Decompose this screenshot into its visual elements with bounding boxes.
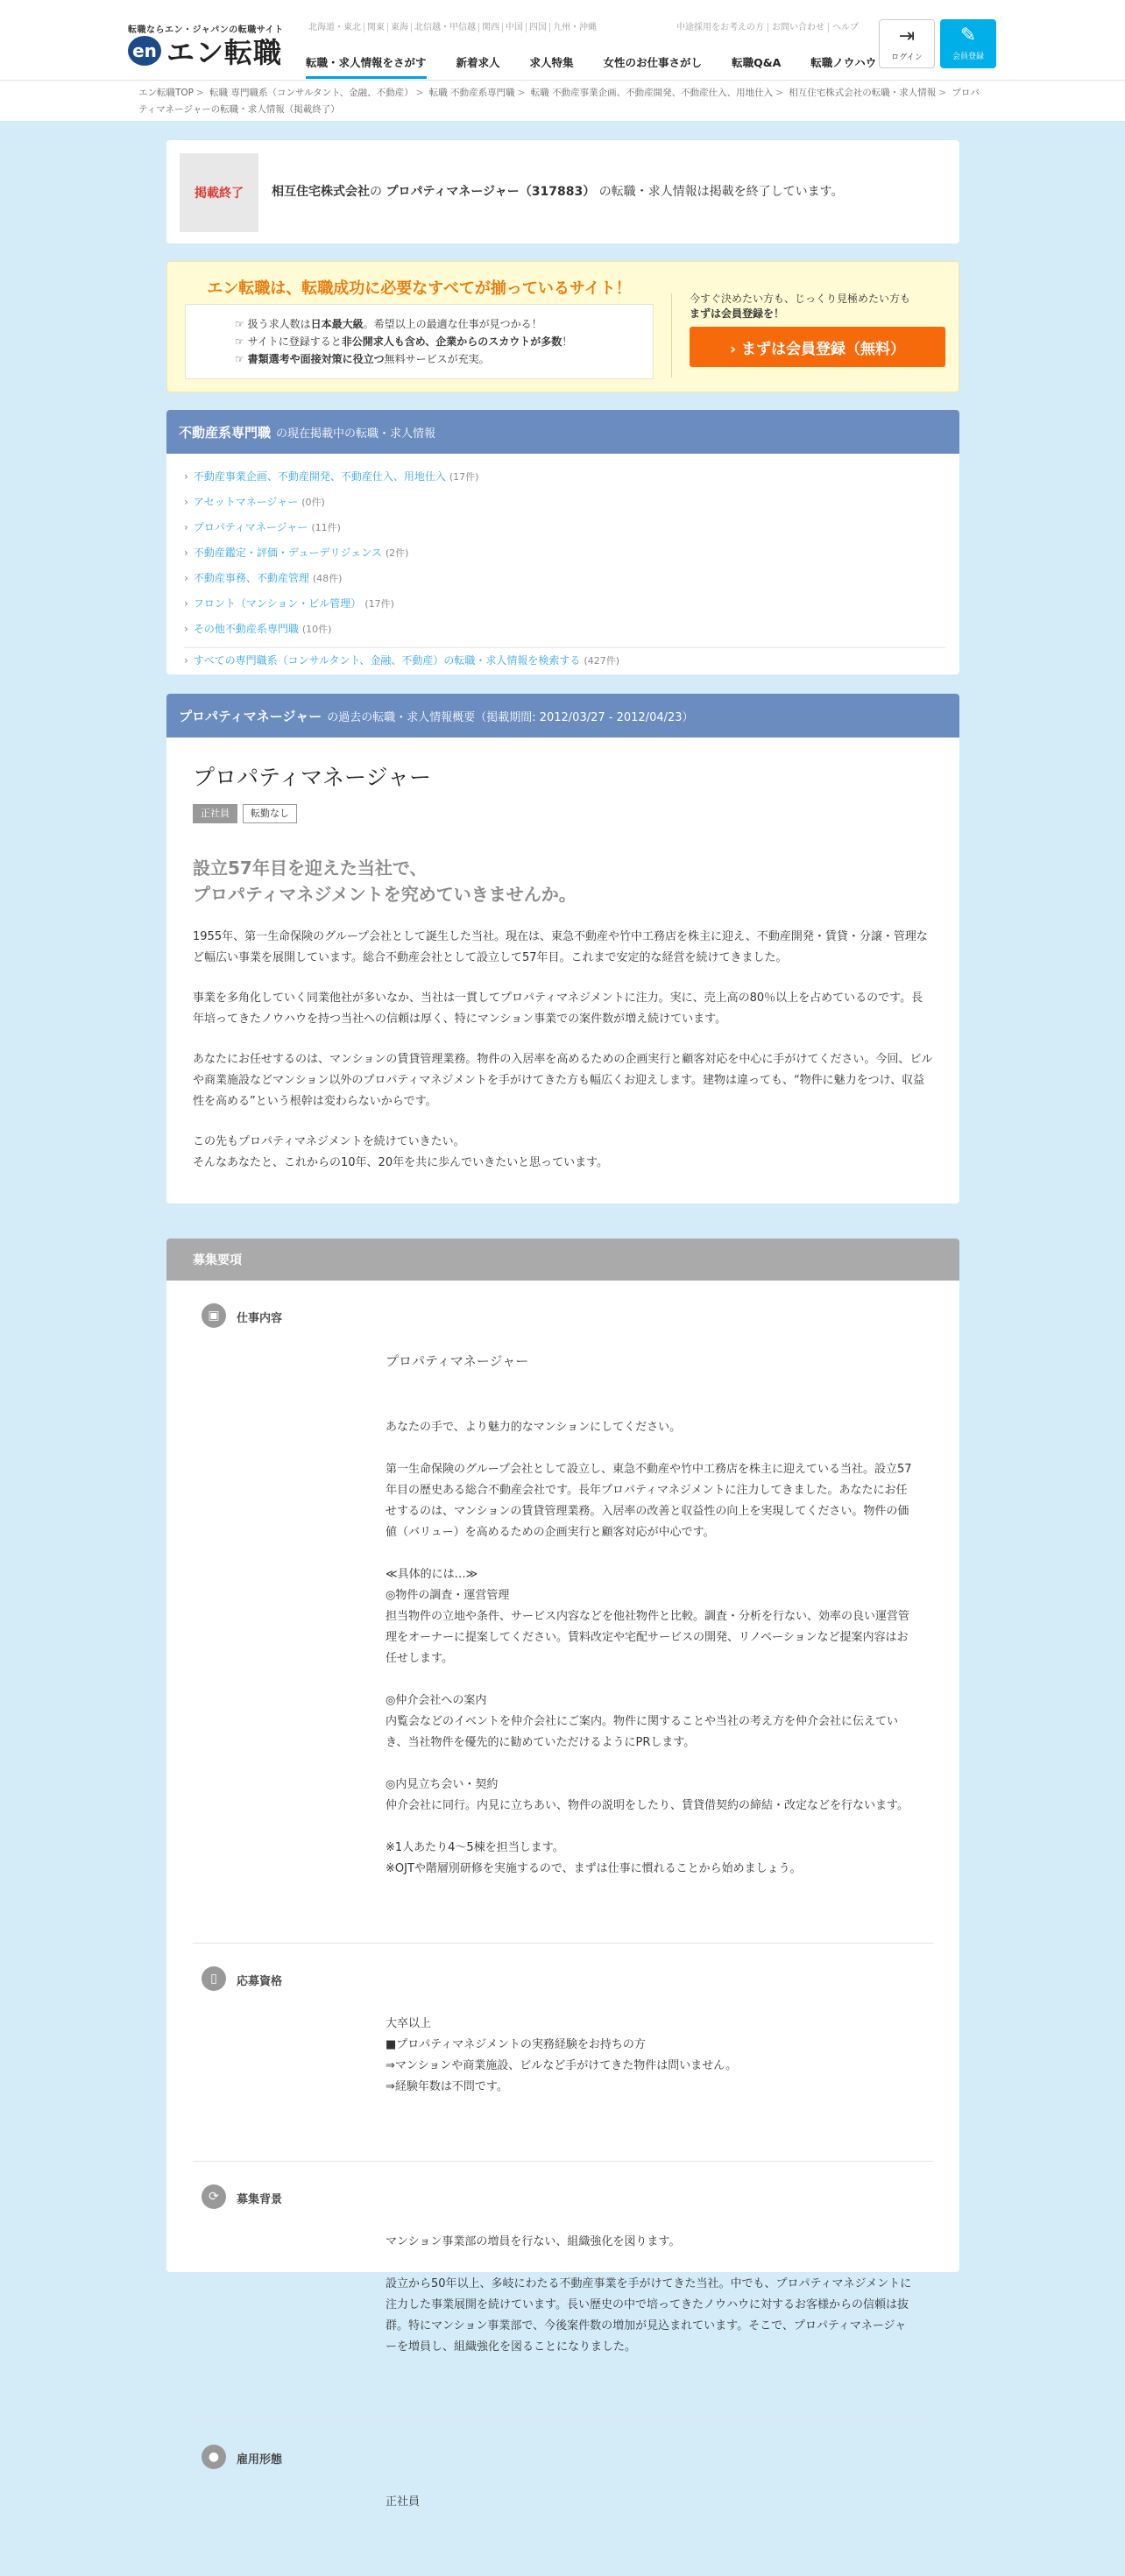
category-list bbox=[166, 454, 959, 674]
hand-point-icon: ☞ bbox=[235, 318, 244, 330]
category-panel-header: 不動産系専門職 の現在掲載中の転職・求人情報 bbox=[166, 410, 959, 454]
promo-side-text: 今すぐ決めたい方も、じっくり見極めたい方も まずは会員登録を！ bbox=[690, 293, 911, 320]
signup-promo bbox=[166, 261, 959, 392]
row-subtitle: プロパティマネージャー bbox=[386, 1353, 529, 1369]
row-label: 仕事内容 bbox=[237, 1312, 283, 1325]
row-text: 大卒以上 ■プロパティマネジメントの実務経験をお持ちの方 ⇒マンションや商業施設、ビルなど手がけてきた物件は問いません。 ⇒経験年数は不問です。 bbox=[386, 2017, 738, 2093]
promo-point: ☞ 書類選考や面接対策に役立つ無料サービスが充実。 bbox=[235, 353, 490, 365]
nav-knowhow[interactable]: 転職ノウハウ bbox=[810, 56, 877, 69]
region-link[interactable]: 中国 bbox=[503, 23, 527, 32]
region-link[interactable]: 東海 bbox=[388, 23, 412, 32]
employment-type-row bbox=[193, 2422, 933, 2576]
breadcrumb-link[interactable]: 相互住宅株式会社の転職・求人情報 bbox=[789, 88, 937, 98]
briefcase-icon: ▣ bbox=[202, 1303, 226, 1328]
row-label: 雇用形態 bbox=[237, 2453, 283, 2467]
site-logo[interactable] bbox=[128, 35, 282, 67]
hand-point-icon: ☞ bbox=[235, 353, 244, 365]
summary-header: プロパティマネージャー の過去の転職・求人情報概要（掲載期間: 2012/03/27 - 2012/04/23） bbox=[166, 694, 959, 738]
region-link[interactable]: 四国 bbox=[527, 23, 550, 32]
promo-points bbox=[185, 304, 654, 379]
row-text: マンション事業部の増員を行ない、組織強化を図ります。 設立から50年以上、多岐にわたる不動産事業を手がけてきた当社。中でも、プロパティマネジメントに注力した事業展開を続けています。長い歴史の中で培ってきたノウハウに対するお客様からの信頼は抜群。特にマンション事業部で、今後案件数の増加が見込まれています。そこで、プロパティマネージャーを増員し、組織強化を図ることになりました。 bbox=[386, 2235, 912, 2354]
refresh-icon: ⟳ bbox=[202, 2184, 226, 2209]
nav-features[interactable]: 求人特集 bbox=[529, 56, 574, 69]
logo-tagline: 転職ならエン・ジャパンの転職サイト bbox=[128, 25, 284, 35]
breadcrumb: エン転職TOP > 転職 専門職系（コンサルタント、金融、不動産） > 転職 不動産系専門職 > 転職 不動産事業企画、不動産開発、不動産仕入、用地仕入 > 相互住宅株式会社の転職・求人情報 > プロパティマネージャーの転職・求人情報（掲載終了） bbox=[138, 88, 980, 115]
background-row bbox=[193, 2162, 933, 2422]
nav-qa[interactable]: 転職Q&A bbox=[732, 56, 782, 69]
recruitment-panel bbox=[166, 1239, 959, 2509]
nav-new-jobs[interactable]: 新着求人 bbox=[456, 56, 500, 69]
ended-message: 相互住宅株式会社の プロパティマネージャー（317883） の転職・求人情報は掲載を終了しています。 bbox=[272, 185, 844, 199]
summary-paragraph: 1955年、第一生命保険のグループ会社として誕生した当社。現在は、東急不動産や竹中工務店を株主に迎え、不動産開発・賃貸・分譲・管理など幅広い事業を展開しています。総合不動産会社として設立して57年目。これまで安定的な経営を続けてきました。 bbox=[193, 930, 928, 964]
row-text: 正社員 bbox=[386, 2495, 421, 2509]
promo-title: エン転職は、転職成功に必要なすべてが揃っているサイト！ bbox=[207, 279, 632, 298]
employment-type-tag: 正社員 bbox=[193, 804, 237, 823]
region-link[interactable]: 北海道・東北 bbox=[306, 23, 364, 32]
category-link[interactable]: › 不動産事業企画、不動産開発、不動産仕入、用地仕入 (17件) bbox=[184, 470, 479, 483]
util-link-contact[interactable]: お問い合わせ bbox=[768, 23, 829, 32]
pencil-icon: ✎ bbox=[959, 25, 977, 46]
qualification-row bbox=[193, 1944, 933, 2162]
company-name: 相互住宅株式会社 bbox=[272, 185, 370, 199]
catchphrase: 設立57年目を迎えた当社で、 プロパティマネジメントを究めていきませんか。 bbox=[193, 857, 577, 905]
category-link[interactable]: › フロント（マンション・ビル管理） (17件) bbox=[184, 597, 394, 610]
breadcrumb-link[interactable]: 転職 不動産事業企画、不動産開発、不動産仕入、用地仕入 bbox=[530, 88, 774, 98]
register-button[interactable] bbox=[940, 19, 996, 68]
nav-search-jobs[interactable]: 転職・求人情報をさがす bbox=[306, 53, 427, 79]
logo-en-mark: en bbox=[128, 36, 161, 66]
region-link[interactable]: 北信越・甲信越 bbox=[412, 23, 479, 32]
category-link[interactable]: › プロパティマネージャー (11件) bbox=[184, 521, 341, 533]
breadcrumb-link[interactable]: 転職 不動産系専門職 bbox=[428, 88, 515, 98]
summary-paragraph: この先もプロパティマネジメントを続けていきたい。 そんなあなたと、これからの10年、20年を共に歩んでいきたいと思っています。 bbox=[193, 1135, 609, 1169]
region-link[interactable]: 関東 bbox=[364, 23, 388, 32]
category-link[interactable]: › アセットマネージャー (0件) bbox=[184, 496, 325, 508]
breadcrumb-bar bbox=[0, 81, 1125, 121]
recruitment-header: 募集要項 bbox=[166, 1239, 959, 1281]
job-tags bbox=[193, 804, 933, 823]
breadcrumb-link[interactable]: エン転職TOP bbox=[138, 88, 195, 98]
transfer-tag: 転勤なし bbox=[243, 804, 297, 823]
row-label: 募集背景 bbox=[237, 2193, 283, 2206]
utility-links bbox=[673, 23, 862, 32]
row-label: 応募資格 bbox=[237, 1975, 283, 1988]
category-link[interactable]: › 不動産鑑定・評価・デューデリジェンス (2件) bbox=[184, 547, 409, 559]
category-link[interactable]: › 不動産事務、不動産管理 (48件) bbox=[184, 572, 343, 584]
region-links bbox=[306, 23, 599, 32]
summary-paragraph: あなたにお任せするのは、マンションの賃貸管理業務。物件の入居率を高めるための企画実行と顧客対応を中心に手がけてください。今回、ビルや商業施設などマンション以外のプロパティマネジメントを手がけてきた方も幅広くお迎えします。建物は違っても、“物件に魅力をつけ、収益性を高める”という根幹は変わらないからです。 bbox=[193, 1053, 933, 1108]
hand-point-icon: ☞ bbox=[235, 335, 244, 348]
summary-paragraph: 事業を多角化していく同業他社が多いなか、当社は一貫してプロパティマネジメントに注力。実に、売上高の80％以上を占めているのです。長年培ってきたノウハウを持つ当社への信頼は厚く、特にマンション事業での案件数が増え続けています。 bbox=[193, 992, 923, 1026]
nav-women-jobs[interactable]: 女性のお仕事さがし bbox=[603, 56, 703, 69]
login-icon: ⇥ bbox=[898, 25, 916, 47]
logo-text: エン転職 bbox=[166, 36, 283, 69]
register-label: 会員登録 bbox=[952, 53, 984, 61]
ended-notice bbox=[166, 140, 959, 243]
breadcrumb-link[interactable]: 転職 専門職系（コンサルタント、金融、不動産） bbox=[209, 88, 414, 98]
promo-point: ☞ 扱う求人数は日本最大級。希望以上の最適な仕事が見つかる！ bbox=[235, 318, 542, 330]
job-summary-panel bbox=[166, 694, 959, 1203]
promo-divider bbox=[671, 293, 672, 378]
global-nav bbox=[306, 53, 906, 79]
ended-badge: 掲載終了 bbox=[180, 153, 258, 232]
all-categories-link[interactable]: › すべての専門職系（コンサルタント、金融、不動産）の転職・求人情報を検索する (427件) bbox=[184, 654, 620, 667]
login-button[interactable] bbox=[879, 19, 935, 68]
site-header bbox=[0, 0, 1125, 81]
region-link[interactable]: 関西 bbox=[479, 23, 503, 32]
bookmark-icon: ▯ bbox=[202, 1966, 226, 1991]
register-cta-button[interactable]: › まずは会員登録（無料） bbox=[690, 327, 945, 367]
util-link-employers[interactable]: 中途採用をお考えの方 bbox=[673, 23, 768, 32]
job-title: プロパティマネージャー bbox=[193, 765, 432, 790]
person-icon: ● bbox=[202, 2445, 226, 2469]
breadcrumb-current: プロパティマネージャーの転職・求人情報（掲載終了） bbox=[138, 88, 980, 115]
job-name: プロパティマネージャー（317883） bbox=[386, 185, 596, 199]
login-label: ログイン bbox=[891, 53, 923, 62]
category-panel bbox=[166, 410, 959, 674]
util-link-help[interactable]: ヘルプ bbox=[832, 23, 859, 32]
category-link[interactable]: › その他不動産系専門職 (10件) bbox=[184, 623, 332, 635]
promo-point: ☞ サイトに登録すると非公開求人も含め、企業からのスカウトが多数！ bbox=[235, 335, 573, 348]
region-link[interactable]: 九州・沖縄 bbox=[553, 23, 597, 32]
job-content-row bbox=[193, 1281, 933, 1944]
row-text: あなたの手で、より魅力的なマンションにしてください。 第一生命保険のグループ会社として設立し、東急不動産や竹中工務店を株主に迎えている当社。設立57年目の歴史ある総合不動産会社です。長年プロパティマネジメントに注力してきました。あなたにお任せするのは、マンションの賃貸管理業務。入居率の改善と収益性の向上を実現してください。物件の価値（バリュー）を高めるための企画実行と顧客対応が中心です。 ≪具体的には…≫ ◎物件の調査・運営管理 担当物件の立地や条件、サービス内容などを他社物件と比較。調査・分析を行ない、効率の良い運営管理をオーナーに提案してください。賃料改定や宅配サービスの開発、リノベーションなど提案内容はお任せします。 ◎仲介会社への案内 内覧会などのイベントを仲介会社にご案内。物件に関することや当社の考え方を仲介会社に伝えていき、当社物件を優先的に勧めていただけるようにPRします。 ◎内見立ち会い・契約 仲介会社に同行。内見に立ちあい、物件の説明をしたり、賃貸借契約の締結・改定などを行ないます。 ※1人あたり4～5棟を担当します。 ※OJTや階層別研修を実施するので、まずは仕事に慣れることから始めましょう。 bbox=[386, 1421, 912, 1875]
